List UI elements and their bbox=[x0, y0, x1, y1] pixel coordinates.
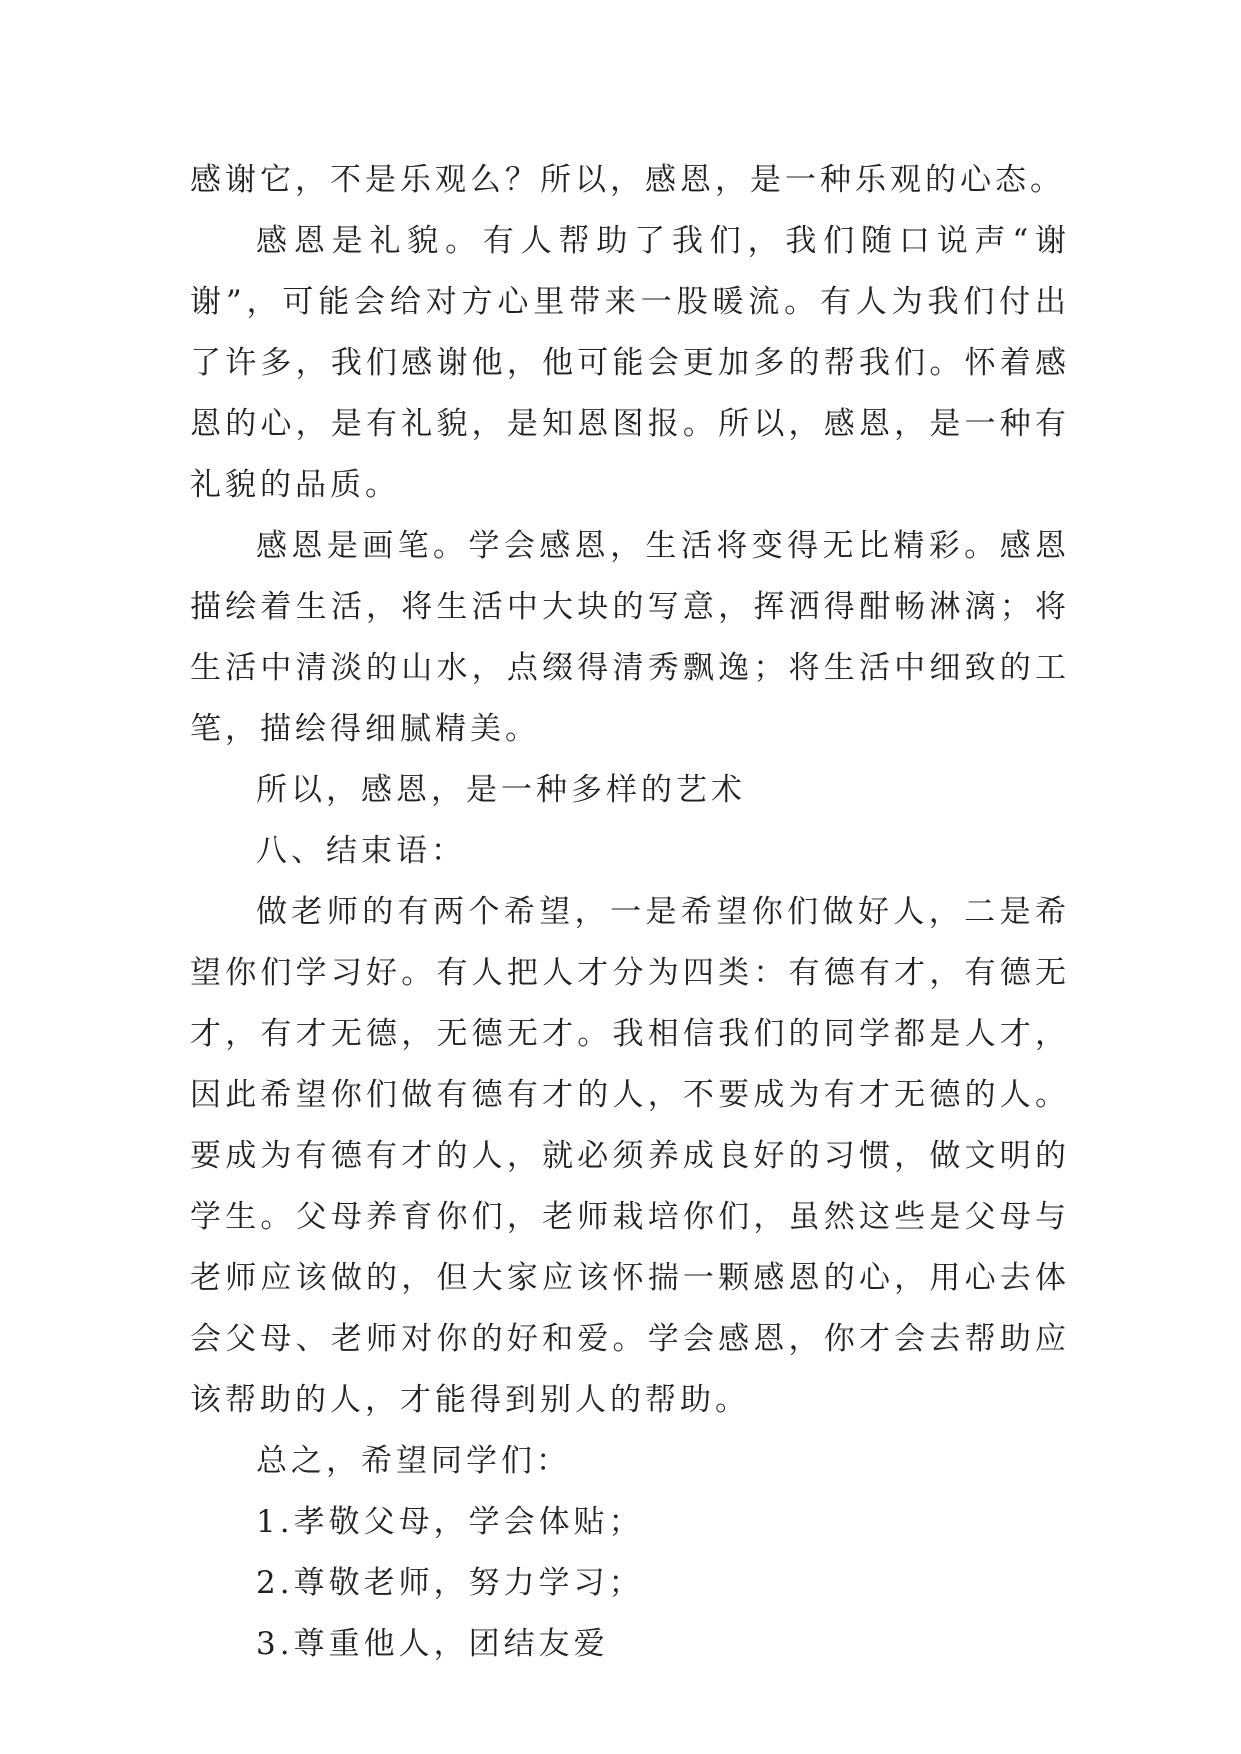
paragraph-gratitude-optimism-end: 感谢它，不是乐观么？所以，感恩，是一种乐观的心态。 bbox=[190, 162, 1065, 198]
paragraph-teacher-hopes: 做老师的有两个希望，一是希望你们做好人，二是希望你们学习好。有人把人才分为四类：有德有才，有德无才，有才无德，无德无才。我相信我们的同学都是人才，因此希望你们做有德有才的人，不要成为有才无德的人。要成为有德有才的人，就必须养成良好的习惯，做文明的学生。父母养育你们，老师栽培你们，虽然这些是父母与老师应该做的，但大家应该怀揣一颗感恩的心，用心去体会父母、老师对你的好和爱。学会感恩，你才会去帮助应该帮助的人，才能得到别人的帮助。 bbox=[190, 894, 1070, 1418]
paragraph-gratitude-art: 所以，感恩，是一种多样的艺术 bbox=[256, 772, 746, 808]
paragraph-gratitude-brush: 感恩是画笔。学会感恩，生活将变得无比精彩。感恩描绘着生活，将生活中大块的写意，挥洒得酣畅淋漓；将生活中清淡的山水，点缀得清秀飘逸；将生活中细致的工笔，描绘得细腻精美。 bbox=[190, 528, 1070, 747]
document-body bbox=[190, 150, 1070, 1675]
list-item-2: 2.尊敬老师，努力学习； bbox=[256, 1565, 644, 1601]
list-item-3: 3.尊重他人，团结友爱 bbox=[256, 1626, 609, 1662]
paragraph-summary-intro: 总之，希望同学们： bbox=[256, 1443, 571, 1479]
list-item-1: 1.孝敬父母，学会体贴； bbox=[256, 1504, 644, 1540]
section-heading-conclusion: 八、结束语： bbox=[256, 833, 466, 869]
paragraph-gratitude-politeness: 感恩是礼貌。有人帮助了我们，我们随口说声“谢谢”，可能会给对方心里带来一股暖流。有人为我们付出了许多，我们感谢他，他可能会更加多的帮我们。怀着感恩的心，是有礼貌，是知恩图报。所以，感恩，是一种有礼貌的品质。 bbox=[190, 223, 1070, 503]
